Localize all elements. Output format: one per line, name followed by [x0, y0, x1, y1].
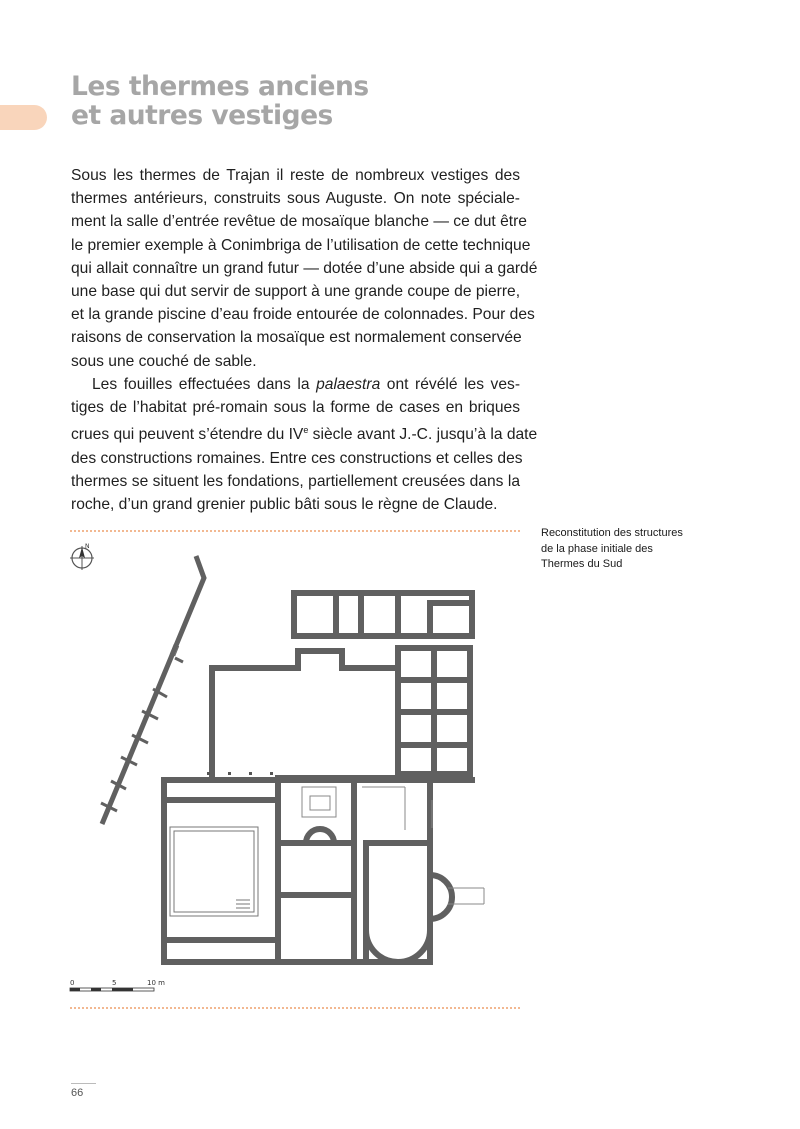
text-segment: crues qui peuvent s’étendre du IV	[71, 426, 304, 444]
floor-plan	[60, 530, 540, 1000]
text-line: le premier exemple à Conimbriga de l’utilisation de cette technique	[71, 236, 531, 254]
scale-bar	[70, 979, 165, 991]
bath-rooms	[278, 778, 430, 962]
north-rooms	[294, 593, 472, 636]
text-line: sous une couché de sable.	[71, 352, 257, 370]
title-line-2: et autres vestiges	[71, 100, 333, 131]
text-line: Sous les thermes de Trajan il reste de nombreux vestiges des	[71, 167, 520, 184]
text-line: raisons de conservation la mosaïque est normalement conservée	[71, 329, 522, 347]
figure-bottom-rule	[70, 1007, 520, 1009]
text-line: ment la salle d’entrée revêtue de mosaïque blanche — ce dut être	[71, 213, 527, 231]
east-rooms	[398, 648, 470, 774]
text-segment: Les fouilles effectuées dans la	[92, 375, 317, 393]
caption-line: Reconstitution des structures	[541, 527, 683, 539]
north-compass-icon	[70, 543, 94, 570]
palaestra	[164, 780, 278, 962]
scale-label: 0	[70, 979, 75, 987]
text-line: thermes se situent les fondations, partiellement creusées dans la	[71, 472, 520, 490]
boundary-wall	[101, 556, 204, 824]
north-label: N	[85, 543, 90, 550]
caption-line: de la phase initiale des	[541, 542, 653, 555]
apse-room	[366, 843, 452, 962]
superscript: e	[303, 425, 309, 436]
text-line: thermes antérieurs, construits sous Auguste. On note spéciale-	[71, 190, 520, 208]
scale-label: 10 m	[147, 979, 165, 987]
scale-label: 5	[112, 979, 117, 987]
text-segment: ont révélé les ves-	[380, 375, 521, 393]
page-number: 66	[71, 1083, 96, 1099]
text-line	[71, 373, 520, 396]
page-title	[71, 72, 369, 130]
colonnade-dots	[207, 772, 273, 775]
text-line: une base qui dut servir de support à une grande coupe de pierre,	[71, 283, 521, 301]
title-line-1: Les thermes anciens	[71, 71, 369, 102]
text-line: et la grande piscine d’eau froide entourée de colonnades. Pour des	[71, 306, 535, 324]
text-line: roche, d’un grand grenier public bâti sous le règne de Claude.	[71, 496, 498, 514]
figure-caption	[541, 526, 683, 573]
text-line	[71, 419, 538, 446]
text-segment: siècle avant J.-C. jusqu’à la date	[308, 426, 538, 444]
text-line: des constructions romaines. Entre ces constructions et celles des	[71, 449, 523, 467]
piscina-colonnade	[170, 827, 258, 916]
italic-term: palaestra	[316, 375, 381, 393]
caption-line: Thermes du Sud	[541, 558, 623, 570]
text-line: tiges de l’habitat pré-romain sous la forme de cases en briques	[71, 399, 520, 417]
body-text	[71, 164, 538, 516]
text-line: qui allait connaître un grand futur — dotée d’une abside qui a gardé	[71, 259, 538, 277]
section-tab-accent	[0, 105, 47, 130]
